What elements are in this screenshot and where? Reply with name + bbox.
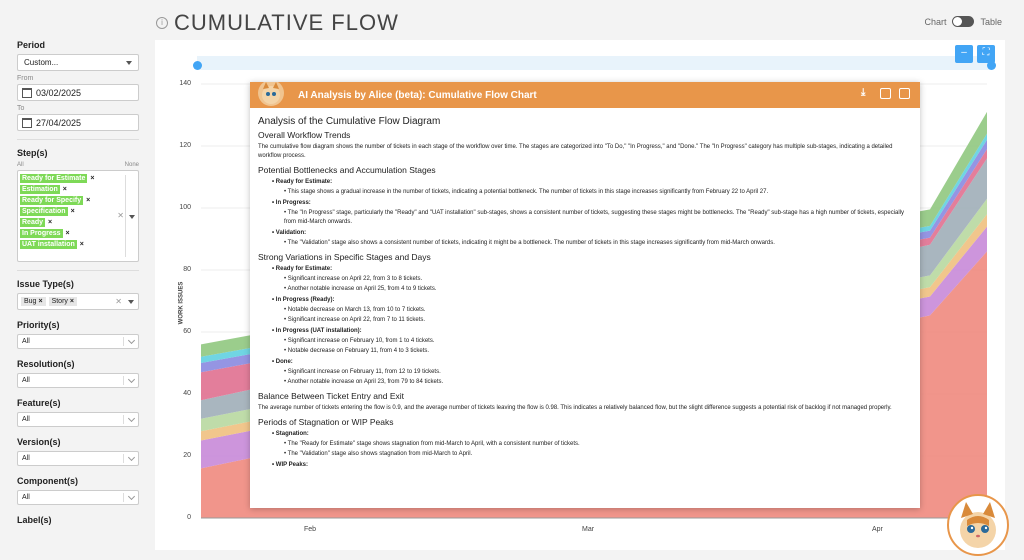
issue-type-tag-label: Bug (24, 298, 37, 305)
step-chip-label: Estimation (22, 186, 58, 193)
step-chip-label: Ready (22, 219, 44, 226)
bullet-text: • The "Validation" stage also shows a consistent number of tickets, indicating it might be a bottleneck. The number of tickets in this stage increases significantly from mid-March onwards. (284, 239, 912, 248)
download-icon[interactable]: ⤓ (861, 87, 866, 98)
clear-icon[interactable]: ✕ (115, 297, 122, 306)
bullet-title: • WIP Peaks: (272, 461, 912, 470)
step-chip-label: UAT installation (22, 241, 75, 248)
component-value: All (22, 494, 30, 501)
section-heading: Balance Between Ticket Entry and Exit (258, 391, 404, 401)
remove-icon[interactable]: × (79, 241, 84, 248)
bullet-title: • Ready for Estimate: (272, 178, 912, 187)
y-tick-label: 40 (183, 390, 191, 397)
period-value: Custom... (24, 58, 59, 67)
steps-label: Step(s) (17, 148, 48, 158)
steps-select-none[interactable]: None (124, 162, 139, 168)
step-chip-label: In Progress (22, 230, 61, 237)
remove-icon[interactable]: × (69, 298, 74, 305)
feature-value: All (22, 416, 30, 423)
resolution-value: All (22, 377, 30, 384)
remove-icon[interactable]: × (70, 208, 75, 215)
x-tick-label: Apr (872, 526, 883, 533)
priority-value: All (22, 338, 30, 345)
component-label: Component(s) (17, 476, 78, 486)
resolution-label: Resolution(s) (17, 359, 75, 369)
remove-icon[interactable]: × (38, 298, 43, 305)
bullet-text: • Notable decrease on March 13, from 10 to 7 tickets. (284, 306, 912, 315)
bullet-text: • Another notable increase on April 23, from 79 to 84 tickets. (284, 378, 912, 387)
section-heading: Strong Variations in Specific Stages and Days (258, 252, 431, 262)
period-label: Period (17, 40, 46, 50)
y-tick-label: 140 (179, 80, 191, 87)
collapse-icon[interactable] (899, 88, 910, 99)
toggle-chart-label: Chart (924, 16, 947, 27)
bullet-title: • In Progress: (272, 199, 912, 208)
y-tick-label: 80 (183, 266, 191, 273)
cat-avatar-icon (258, 82, 284, 106)
copy-icon[interactable] (880, 88, 891, 99)
bullet-text: • Significant increase on February 10, from 1 to 4 tickets. (284, 337, 912, 346)
bullet-text: • The "Validation" stage also shows stagnation from mid-March to April. (284, 450, 912, 459)
analysis-heading: Analysis of the Cumulative Flow Diagram (258, 116, 441, 127)
y-tick-label: 100 (179, 204, 191, 211)
bullet-title: • In Progress (UAT installation): (272, 327, 912, 336)
remove-icon[interactable]: × (62, 186, 67, 193)
fullscreen-button[interactable]: ⛶ (977, 45, 995, 63)
remove-icon[interactable]: × (86, 197, 91, 204)
bullet-text: • This stage shows a gradual increase in the number of tickets, indicating a potential bottleneck. The number of tickets in this stage increases significantly from February 22 to April 27. (284, 188, 912, 197)
version-label: Version(s) (17, 437, 61, 447)
modal-title: AI Analysis by Alice (beta): Cumulative Flow Chart (298, 89, 537, 101)
info-icon[interactable]: i (156, 17, 168, 29)
to-date-value: 27/04/2025 (36, 117, 82, 128)
minimize-button[interactable]: – (955, 45, 973, 63)
cat-avatar-icon (949, 496, 1007, 554)
bullet-text: • The "Ready for Estimate" stage shows stagnation from mid-March to April, with a consistent number of tickets. (284, 440, 912, 449)
bullet-title: • Validation: (272, 229, 912, 238)
assistant-avatar-button[interactable] (947, 494, 1009, 556)
section-heading: Overall Workflow Trends (258, 130, 351, 140)
clear-icon[interactable]: ✕ (117, 211, 124, 220)
paragraph: The average number of tickets entering the flow is 0.9, and the average number of tickets leaving the flow is 0.98. This indicates a relatively balanced flow, but the slight difference suggests a potential risk of backlog if not managed properly. (258, 405, 892, 411)
paragraph: The cumulative flow diagram shows the number of tickets in each stage of the workflow over time. The stages are categorized into "To Do," "In Progress," and "Done." The "In Progress" category has multiple sub-stages, indicating a detailed workflow process. (258, 144, 893, 159)
feature-label: Feature(s) (17, 398, 61, 408)
page-title: CUMULATIVE FLOW (174, 10, 399, 35)
bullet-text: • Significant increase on February 11, from 12 to 19 tickets. (284, 368, 912, 377)
bullet-text: • Notable decrease on February 11, from 4 to 3 tickets. (284, 347, 912, 356)
y-tick-label: 0 (187, 514, 191, 521)
x-tick-label: Feb (304, 526, 317, 533)
step-chip-label: Ready for Specify (22, 197, 82, 204)
section-heading: Potential Bottlenecks and Accumulation Stages (258, 165, 436, 175)
y-tick-label: 120 (179, 142, 191, 149)
remove-icon[interactable]: × (65, 230, 70, 237)
toggle-table-label: Table (980, 16, 1002, 27)
modal-header (250, 82, 920, 108)
bullet-text: • Significant increase on April 22, from 7 to 11 tickets. (284, 316, 912, 325)
steps-select-all[interactable]: All (17, 162, 24, 168)
bullet-title: • Done: (272, 358, 912, 367)
bullet-text: • Another notable increase on April 25, from 4 to 9 tickets. (284, 285, 912, 294)
section-heading: Periods of Stagnation or WIP Peaks (258, 417, 394, 427)
label-label: Label(s) (17, 515, 52, 525)
step-chip-label: Ready for Estimate (22, 175, 86, 182)
bullet-title: • Stagnation: (272, 430, 912, 439)
step-chip-label: Specification (22, 208, 66, 215)
bullet-text: • The "In Progress" stage, particularly the "Ready" and "UAT installation" sub-stages, shows a consistent number of tickets, suggesting these stages might be bottlenecks. The "Ready" sub-stage has a high number of tickets, especially from mid-March onwards. (284, 209, 912, 227)
from-label: From (17, 75, 34, 82)
remove-icon[interactable]: × (90, 175, 95, 182)
y-axis-title: WORK ISSUES (178, 281, 185, 325)
remove-icon[interactable]: × (48, 219, 53, 226)
priority-label: Priority(s) (17, 320, 60, 330)
issue-type-label: Issue Type(s) (17, 279, 74, 289)
bullet-title: • Ready for Estimate: (272, 265, 912, 274)
bullet-text: • Significant increase on April 22, from 3 to 8 tickets. (284, 275, 912, 284)
y-tick-label: 20 (183, 452, 191, 459)
to-label: To (17, 105, 25, 112)
y-tick-label: 60 (183, 328, 191, 335)
version-value: All (22, 455, 30, 462)
issue-type-tag-label: Story (51, 298, 68, 305)
bullet-title: • In Progress (Ready): (272, 296, 912, 305)
ai-analysis-modal (250, 82, 920, 508)
modal-body (250, 108, 920, 477)
x-tick-label: Mar (582, 526, 595, 533)
scroll-fade (250, 494, 920, 508)
from-date-value: 03/02/2025 (36, 87, 82, 98)
